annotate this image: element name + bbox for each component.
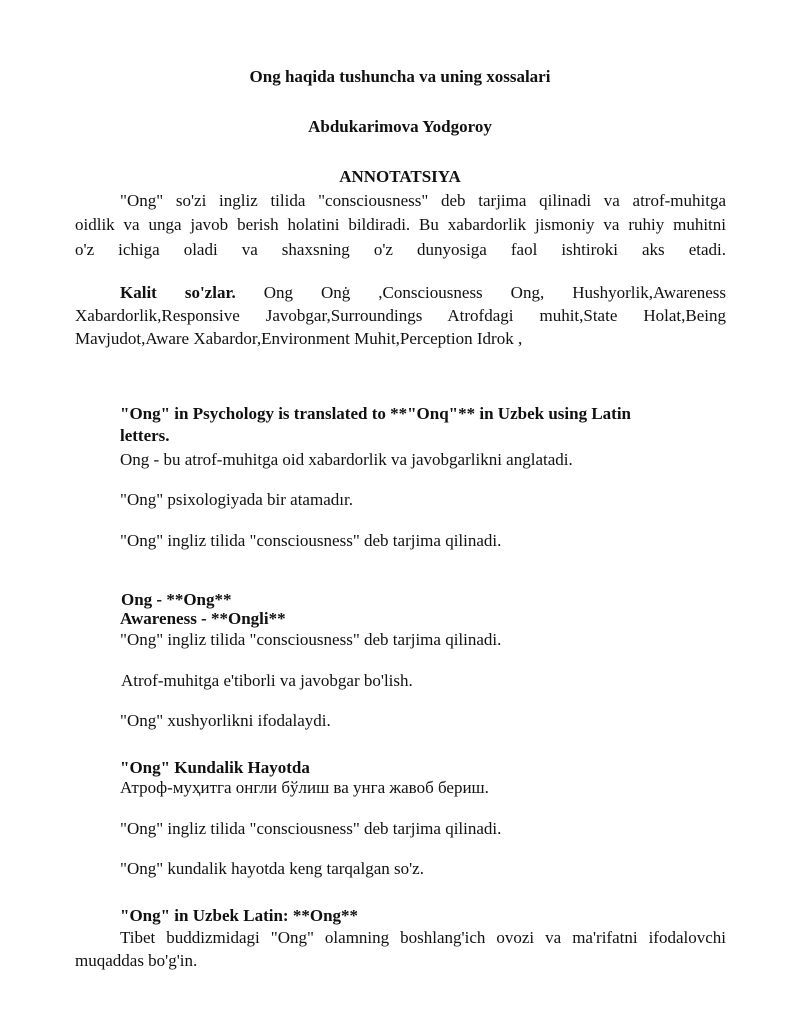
section2-paragraph-3: "Ong" xushyorlikni ifodalaydi. bbox=[120, 711, 331, 730]
section2-heading-line-1: Ong - **Ong** bbox=[121, 590, 232, 609]
section1-heading-line-2: letters. bbox=[120, 426, 170, 445]
section1-paragraph-3: "Ong" ingliz tilida "consciousness" deb tarjima qilinadi. bbox=[120, 531, 502, 550]
annotation-line-3: o'z ichiga oladi va shaxsning o'z dunyosiga faol ishtiroki aks etadi. bbox=[75, 240, 726, 259]
keywords-text-1: Ong Onġ ,Consciousness Ong, Hushyorlik,Awareness bbox=[263, 283, 726, 302]
annotation-line-1: "Ong" so'zi ingliz tilida "consciousness" deb tarjima qilinadi va atrof-muhitga bbox=[120, 191, 726, 210]
section1-paragraph-1: Ong - bu atrof-muhitga oid xabardorlik va javobgarlikni anglatadi. bbox=[120, 450, 573, 469]
section3-heading: "Ong" Kundalik Hayotda bbox=[120, 758, 310, 777]
section1-paragraph-2: "Ong" psixologiyada bir atamadır. bbox=[120, 490, 353, 509]
section3-paragraph-2: "Ong" ingliz tilida "consciousness" deb tarjima qilinadi. bbox=[120, 819, 502, 838]
keywords-line-1 bbox=[75, 281, 726, 304]
annotation-line-2: oidlik va unga javob berish holatini bildiradi. Bu xabardorlik jismoniy va ruhiy muhitni bbox=[75, 215, 726, 234]
section2-heading-line-2: Awareness - **Ongli** bbox=[120, 609, 286, 628]
section3-paragraph-3: "Ong" kundalik hayotda keng tarqalgan so'z. bbox=[120, 859, 424, 878]
section1-heading-line-1: "Ong" in Psychology is translated to **"Onq"** in Uzbek using Latin bbox=[120, 404, 632, 423]
annotation-heading: ANNOTATSIYA bbox=[339, 167, 461, 186]
section2-paragraph-1: "Ong" ingliz tilida "consciousness" deb tarjima qilinadi. bbox=[120, 630, 502, 649]
author-name: Abdukarimova Yodgoroy bbox=[308, 117, 492, 136]
section4-heading: "Ong" in Uzbek Latin: **Ong** bbox=[120, 906, 359, 925]
document-title: Ong haqida tushuncha va uning xossalari bbox=[249, 67, 551, 86]
keywords-label: Kalit so'zlar. bbox=[120, 283, 236, 302]
section4-line-1: Tibet buddizmidagi "Ong" olamning boshlang'ich ovozi va ma'rifatni ifodalovchi bbox=[120, 928, 726, 947]
keywords-line-2: Xabardorlik,Responsive Javobgar,Surroundings Atrofdagi muhit,State Holat,Being bbox=[75, 306, 726, 325]
keywords-line-3: Mavjudot,Aware Xabardor,Environment Muhit,Perception Idrok , bbox=[75, 329, 523, 348]
section3-paragraph-1: Атроф-муҳитга онгли бўлиш ва унга жавоб бериш. bbox=[120, 778, 489, 797]
section2-paragraph-2: Atrof-muhitga e'tiborli va javobgar bo'lish. bbox=[121, 671, 413, 690]
section4-line-2: muqaddas bo'g'in. bbox=[75, 951, 198, 970]
